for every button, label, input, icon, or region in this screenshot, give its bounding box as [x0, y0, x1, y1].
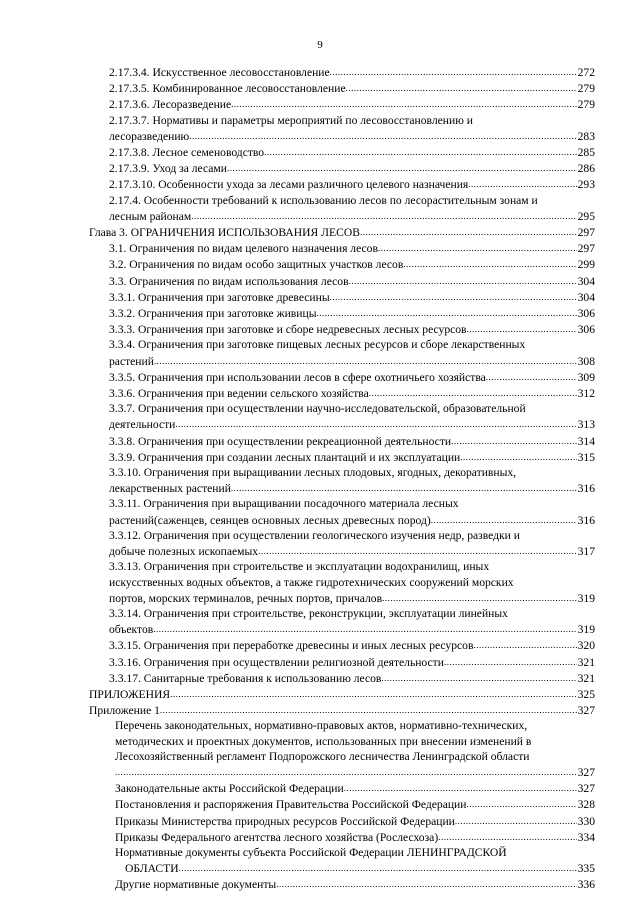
toc-entry-title: 3.3.12. Ограничения при осуществлении геологического изучения недр, разведки и	[109, 528, 520, 542]
toc-entry-title-continued: лекарственных растений	[109, 482, 231, 496]
toc-entry-title: 3.3.11. Ограничения при выращивании посадочного материала лесных	[109, 497, 459, 511]
toc-entry-title: 2.17.3.8. Лесное семеноводство	[109, 146, 265, 160]
toc-entry-page: 293	[577, 178, 595, 192]
toc-section[interactable]	[89, 686, 595, 702]
toc-appendix[interactable]	[89, 702, 595, 718]
toc-entry-title: Приказы Министерства природных ресурсов Российской Федерации	[115, 814, 455, 828]
toc-entry-title: 3.3.4. Ограничения при заготовке пищевых лесных ресурсов и сборе лекарственных	[109, 338, 526, 352]
toc-entry-page: 320	[577, 639, 595, 653]
leader-dots	[231, 480, 577, 496]
toc-entry[interactable]	[89, 433, 595, 449]
leader-dots	[444, 654, 577, 670]
toc-entry-title: 3.3.6. Ограничения при ведении сельского хозяйства	[109, 387, 369, 401]
toc-entry[interactable]	[89, 559, 595, 606]
toc-entry-page: 304	[577, 274, 595, 288]
leader-dots	[473, 637, 576, 653]
toc-entry-page: 321	[577, 655, 595, 669]
toc-entry-page: 325	[577, 687, 595, 701]
toc-entry-title: 3.3.7. Ограничения при осуществлении научно-исследовательской, образовательной	[109, 402, 526, 416]
toc-entry-title-continued: деятельности	[109, 418, 176, 432]
toc-entry[interactable]	[89, 780, 595, 796]
toc-entry-page: 327	[577, 782, 595, 796]
leader-dots	[175, 416, 576, 432]
toc-entry-title: 3.2. Ограничения по видам особо защитных участков лесов	[109, 258, 404, 272]
toc-entry-title: 2.17.3.6. Лесоразведение	[109, 98, 232, 112]
toc-entry[interactable]	[89, 385, 595, 401]
toc-entry[interactable]	[89, 289, 595, 305]
toc-entry-title: 2.17.3.4. Искусственное лесовосстановление	[109, 66, 330, 79]
toc-entry[interactable]	[89, 829, 595, 845]
toc-entry-page: 319	[577, 591, 595, 605]
leader-dots	[468, 176, 576, 192]
toc-entry-page: 327	[577, 765, 595, 779]
leader-dots	[276, 876, 576, 892]
toc-entry[interactable]	[89, 401, 595, 432]
toc-entry-page: 335	[577, 862, 595, 876]
toc-entry-title-continued: растений(саженцев, сеянцев основных лесных древесных пород)	[109, 513, 431, 527]
toc-entry-title: 2.17.3.7. Нормативы и параметры мероприятий по лесовосстановлению и	[109, 113, 473, 127]
toc-entry-page: 312	[577, 387, 595, 401]
leader-dots	[160, 702, 577, 718]
toc-entry[interactable]	[89, 796, 595, 812]
toc-section-title: ПРИЛОЖЕНИЯ	[89, 687, 171, 701]
toc-entry-page: 279	[577, 82, 595, 96]
leader-dots	[381, 670, 576, 686]
toc-entry[interactable]	[89, 113, 595, 144]
toc-entry[interactable]	[89, 813, 595, 829]
toc-entry-title: 2.17.4. Особенности требований к использованию лесов по лесорастительным зонам и	[109, 193, 538, 207]
toc-entry[interactable]	[89, 176, 595, 192]
toc-entry-page: 334	[577, 830, 595, 844]
leader-dots	[264, 144, 577, 160]
toc-entry-page: 279	[577, 98, 595, 112]
toc-entry-title-continued: растений	[109, 354, 154, 368]
leader-dots	[153, 621, 576, 637]
toc-entry-title: 3.3.1. Ограничения при заготовке древесины	[109, 290, 330, 304]
toc-entry-title-continued: Лесохозяйственный регламент Подпорожского лесничества Ленинградской области	[115, 749, 530, 763]
toc-entry[interactable]	[89, 637, 595, 653]
leader-dots	[330, 64, 577, 80]
toc-entry-title-continued: искусственных водных объектов, а также гидротехнических сооружений морских	[109, 575, 514, 589]
toc-entry-page: 316	[577, 513, 595, 527]
leader-dots	[179, 860, 577, 876]
toc-entry-title: 2.17.3.5. Комбинированное лесовосстановление	[109, 82, 346, 96]
toc-entry-page: 299	[577, 258, 595, 272]
toc-entry-title: 3.1. Ограничения по видам целевого назначения лесов	[109, 242, 378, 256]
leader-dots	[431, 512, 577, 528]
leader-dots	[227, 160, 577, 176]
leader-dots	[316, 305, 576, 321]
toc-entry[interactable]	[89, 718, 595, 780]
toc-entry-page: 286	[577, 162, 595, 176]
toc-entry[interactable]	[89, 337, 595, 368]
table-of-contents	[89, 64, 595, 893]
toc-entry[interactable]	[89, 369, 595, 385]
toc-entry-page: 285	[577, 146, 595, 160]
toc-entry-page: 272	[577, 66, 595, 79]
leader-dots	[438, 829, 576, 845]
toc-entry-page: 317	[577, 545, 595, 559]
leader-dots	[403, 256, 576, 272]
toc-entry-page: 309	[577, 370, 595, 384]
toc-entry-title: Приказы Федерального агентства лесного хозяйства (Рослесхоза)	[115, 830, 439, 844]
toc-entry[interactable]	[89, 670, 595, 686]
toc-entry-page: 327	[577, 704, 595, 718]
toc-entry-page: 313	[577, 418, 595, 432]
toc-entry-page: 315	[577, 450, 595, 464]
toc-entry[interactable]	[89, 876, 595, 892]
leader-dots	[191, 208, 576, 224]
toc-entry-title-continued: лесным районам	[109, 209, 192, 223]
toc-entry[interactable]	[89, 256, 595, 272]
toc-entry-page: 297	[577, 242, 595, 256]
toc-entry-page: 308	[577, 354, 595, 368]
toc-entry-title-continued: лесоразведению	[109, 129, 190, 143]
toc-entry[interactable]	[89, 240, 595, 256]
toc-entry-page: 283	[577, 129, 595, 143]
toc-entry-title-continued: портов, морских терминалов, речных портов, причалов	[109, 591, 383, 605]
toc-entry-title: 3.3.17. Санитарные требования к использованию лесов	[109, 671, 382, 685]
leader-dots	[455, 813, 577, 829]
leader-dots	[451, 433, 577, 449]
toc-entry-title-continued: методических и проектных документов, использованных при внесении изменений в	[115, 734, 532, 748]
toc-entry-page: 336	[577, 878, 595, 892]
toc-entry[interactable]	[89, 144, 595, 160]
toc-entry-title: Перечень законодательных, нормативно-правовых актов, нормативно-технических,	[115, 719, 528, 733]
toc-entry-title: 3.3.8. Ограничения при осуществлении рекреационной деятельности	[109, 434, 452, 448]
toc-entry-title-continued: ОБЛАСТИ	[125, 862, 179, 876]
toc-entry-title: 3.3.15. Ограничения при переработке древесины и иных лесных ресурсов	[109, 639, 474, 653]
toc-entry-page: 304	[577, 290, 595, 304]
toc-appendix-title: Приложение 1	[89, 704, 160, 718]
page-number: 9	[317, 39, 323, 51]
toc-entry-page: 328	[577, 798, 595, 812]
leader-dots	[346, 80, 577, 96]
toc-entry-page: 316	[577, 482, 595, 496]
toc-entry-title: Нормативные документы субъекта Российской Федерации ЛЕНИНГРАДСКОЙ	[115, 845, 507, 859]
leader-dots	[344, 780, 577, 796]
toc-entry[interactable]	[89, 64, 595, 80]
toc-entry-title: 3.3.3. Ограничения при заготовке и сборе недревесных лесных ресурсов	[109, 323, 467, 337]
toc-entry-page: 321	[577, 671, 595, 685]
toc-entry-title: 3.3.9. Ограничения при создании лесных плантаций и их эксплуатации	[109, 450, 461, 464]
leader-dots	[369, 385, 577, 401]
toc-entry-title: 3.3. Ограничения по видам использования лесов	[109, 274, 349, 288]
leader-dots	[382, 590, 577, 606]
leader-dots	[460, 449, 576, 465]
toc-chapter-title: Глава 3. ОГРАНИЧЕНИЯ ИСПОЛЬЗОВАНИЯ ЛЕСОВ	[89, 226, 360, 240]
toc-entry-title-continued: добыче полезных ископаемых	[109, 545, 259, 559]
toc-entry[interactable]	[89, 845, 595, 876]
toc-entry[interactable]	[89, 449, 595, 465]
leader-dots	[360, 224, 577, 240]
toc-entry[interactable]	[89, 606, 595, 637]
toc-entry-title: 3.3.10. Ограничения при выращивании лесных плодовых, ягодных, декоративных,	[109, 466, 517, 480]
leader-dots	[486, 369, 577, 385]
leader-dots	[154, 353, 577, 369]
toc-entry-title-continued: объектов	[109, 623, 154, 637]
toc-entry[interactable]	[89, 496, 595, 527]
toc-entry-title: Законодательные акты Российской Федерации	[115, 782, 344, 796]
leader-dots	[258, 543, 577, 559]
toc-entry-title: 2.17.3.10. Особенности ухода за лесами различного целевого назначения	[109, 178, 469, 192]
toc-entry-title: 2.17.3.9. Уход за лесами	[109, 162, 227, 176]
toc-entry-page: 314	[577, 434, 595, 448]
toc-entry[interactable]	[89, 528, 595, 559]
toc-entry-title: Постановления и распоряжения Правительства Российской Федерации	[115, 798, 467, 812]
leader-dots	[170, 686, 577, 702]
toc-entry-title: 3.3.16. Ограничения при осуществлении религиозной деятельности	[109, 655, 444, 669]
toc-entry[interactable]	[89, 465, 595, 496]
leader-dots	[378, 240, 577, 256]
toc-entry-page: 297	[577, 226, 595, 240]
toc-entry-title: 3.3.14. Ограничения при строительстве, реконструкции, эксплуатации линейных	[109, 606, 508, 620]
toc-entry[interactable]	[89, 321, 595, 337]
toc-chapter[interactable]	[89, 224, 595, 240]
toc-entry[interactable]	[89, 80, 595, 96]
toc-entry[interactable]	[89, 305, 595, 321]
toc-entry[interactable]	[89, 654, 595, 670]
toc-entry-title: 3.3.2. Ограничения при заготовке живицы	[109, 307, 317, 321]
leader-dots	[189, 128, 576, 144]
leader-dots	[330, 289, 577, 305]
toc-entry-title: Другие нормативные документы	[115, 878, 277, 892]
toc-entry-page: 319	[577, 623, 595, 637]
leader-dots	[466, 796, 576, 812]
toc-entry[interactable]	[89, 193, 595, 224]
toc-entry-page: 306	[577, 307, 595, 321]
toc-entry[interactable]	[89, 96, 595, 112]
toc-entry-title: 3.3.5. Ограничения при использовании лесов в сфере охотничьего хозяйства	[109, 370, 486, 384]
leader-dots	[231, 96, 576, 112]
toc-entry-title: 3.3.13. Ограничения при строительстве и эксплуатации водохранилищ, иных	[109, 560, 490, 574]
leader-dots	[115, 764, 577, 780]
leader-dots	[467, 321, 577, 337]
toc-entry[interactable]	[89, 160, 595, 176]
toc-entry-page: 295	[577, 209, 595, 223]
toc-entry-page: 330	[577, 814, 595, 828]
toc-entry-page: 306	[577, 323, 595, 337]
leader-dots	[349, 273, 577, 289]
toc-entry[interactable]	[89, 273, 595, 289]
